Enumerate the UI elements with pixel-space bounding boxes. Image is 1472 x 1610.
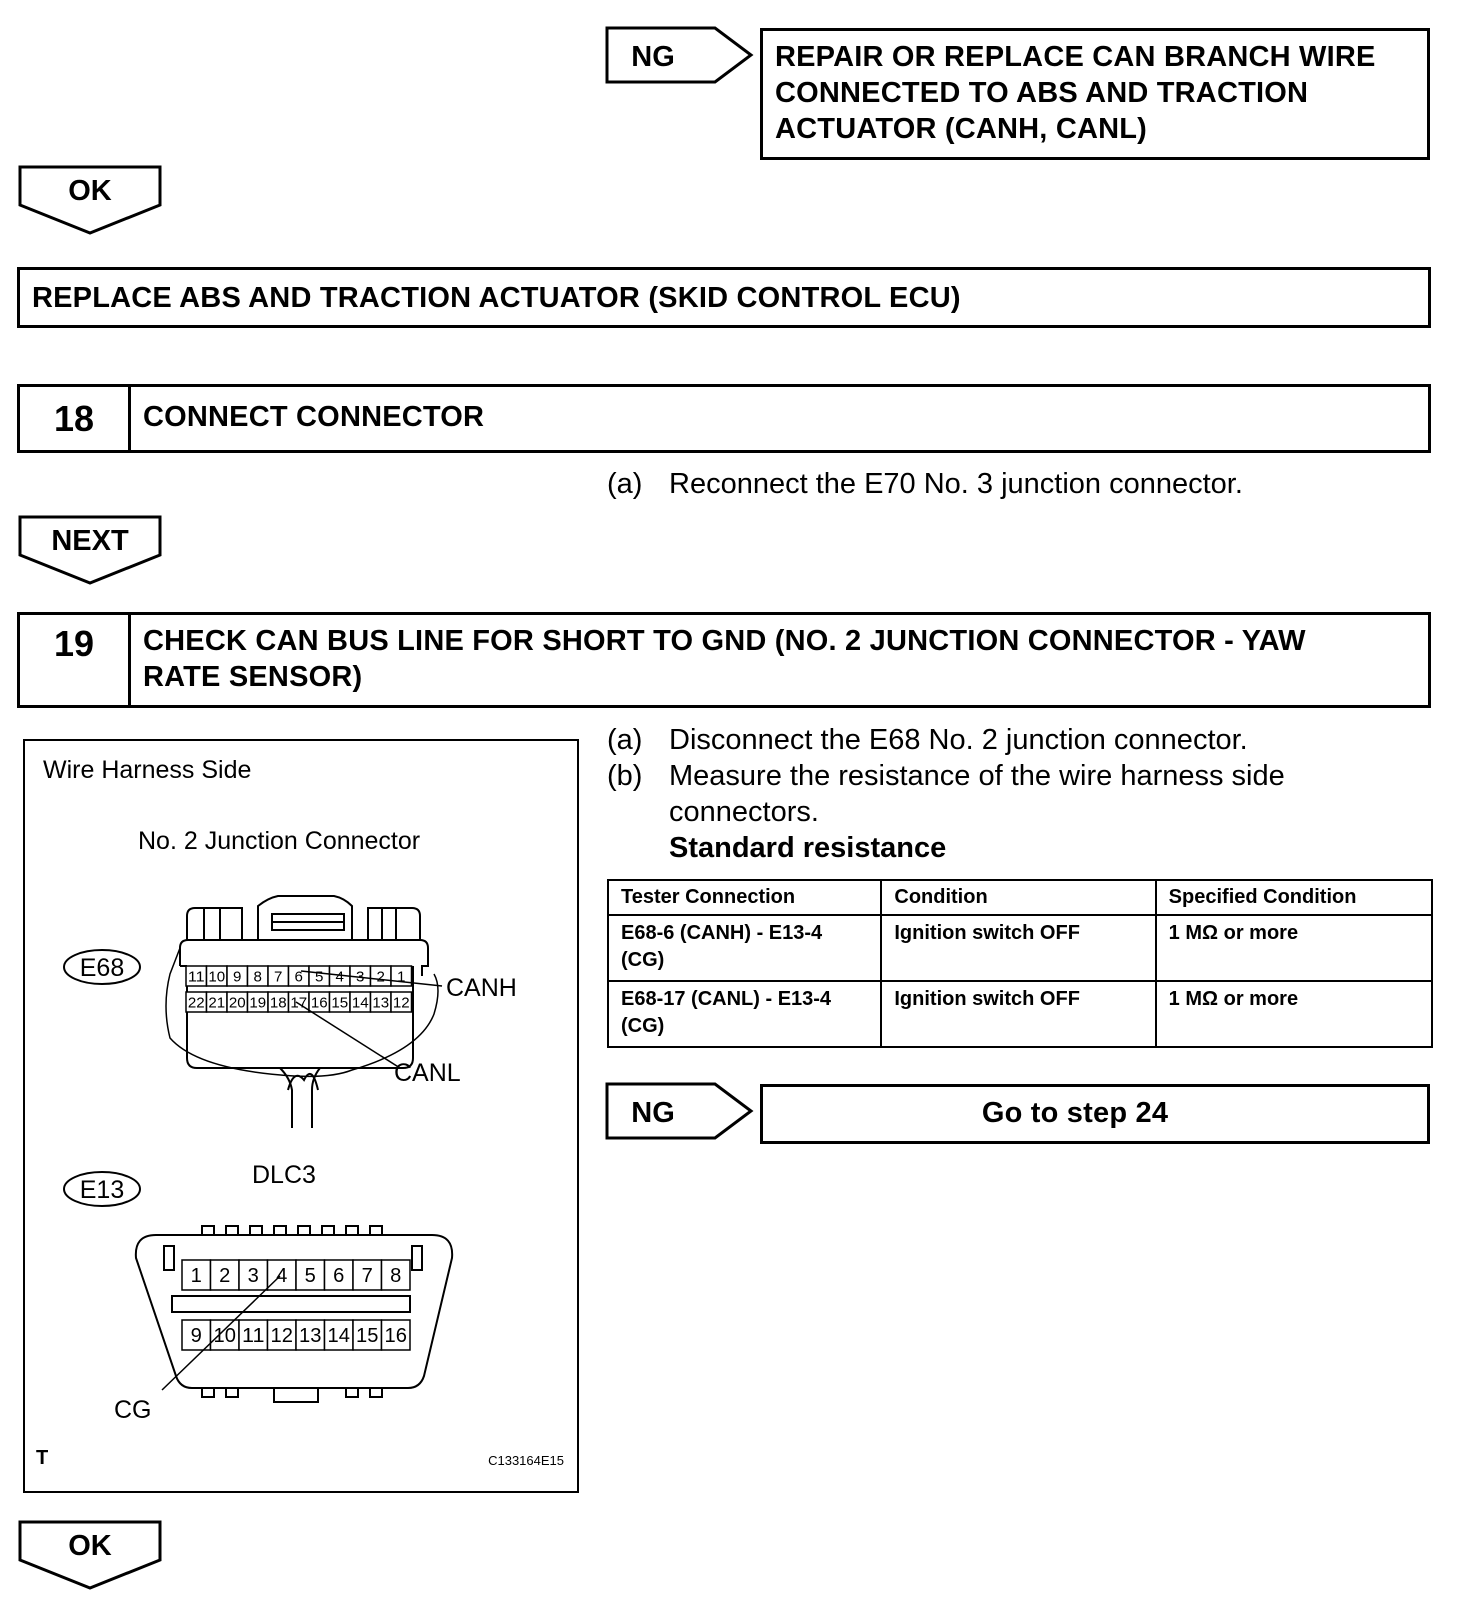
dlc3-top-pin-number: 5 (304, 1265, 316, 1288)
standard-resistance-heading: Standard resistance (669, 832, 947, 864)
e68-bottom-pin-number: 21 (208, 994, 226, 1012)
spec-table-header: Tester Connection (608, 880, 881, 915)
dlc3-bottom-pin-number: 11 (242, 1325, 265, 1348)
tester-connection-line: E68-6 (CANH) - E13-4 (621, 922, 823, 944)
dlc3-bottom-pin-number: 16 (384, 1325, 407, 1348)
dlc3-bottom-pin-number: 9 (190, 1325, 202, 1348)
dlc3-bottom-pin-number: 15 (356, 1325, 379, 1348)
ng-arrow-bottom-label: NG (631, 1097, 675, 1129)
step-18-instruction (607, 466, 1427, 506)
condition-cell: Ignition switch OFF (881, 981, 1155, 1047)
dlc3-bottom-pin-number: 14 (327, 1325, 350, 1348)
specified-condition-cell: 1 MΩ or more (1156, 915, 1432, 981)
dlc3-label: DLC3 (252, 1161, 316, 1189)
e68-top-pin-number: 1 (397, 968, 406, 986)
e68-bottom-pin-number: 22 (187, 994, 205, 1012)
diagram-title: Wire Harness Side (43, 756, 252, 784)
e68-bottom-pin-number: 12 (392, 994, 410, 1012)
e68-top-pin-number: 4 (335, 968, 344, 986)
ng-result-top-line: ACTUATOR (CANH, CANL) (775, 113, 1148, 145)
e68-bottom-pin-number: 14 (351, 994, 369, 1012)
ng-arrow-bottom (605, 1082, 755, 1142)
e68-bottom-pin-number: 13 (372, 994, 390, 1012)
dlc3-top-pin-number: 6 (333, 1265, 345, 1288)
e68-bottom-pin-number: 16 (310, 994, 328, 1012)
table-row (608, 915, 1432, 981)
table-row (608, 981, 1432, 1047)
condition-cell: Ignition switch OFF (881, 915, 1155, 981)
e13-tag: E13 (79, 1176, 125, 1204)
e68-bottom-pin-number: 17 (290, 994, 308, 1012)
ng-arrow-top (605, 26, 755, 86)
ng-result-top-box (760, 28, 1430, 160)
tester-connection-line: E68-17 (CANL) - E13-4 (621, 988, 832, 1010)
dlc3-top-pin-number: 2 (219, 1265, 231, 1288)
e68-top-pin-number: 9 (233, 968, 242, 986)
dlc3-bottom-pin-number: 10 (213, 1325, 236, 1348)
e68-top-pin-number: 3 (356, 968, 365, 986)
spec-table (607, 879, 1433, 1048)
e68-top-pin-number: 11 (187, 968, 205, 986)
e68-bottom-pin-number: 18 (269, 994, 287, 1012)
ok-arrow-bottom-label: OK (68, 1530, 112, 1562)
step-19-title-line: CHECK CAN BUS LINE FOR SHORT TO GND (NO. 2 JUNCTION CONNECTOR - YAW (143, 625, 1306, 657)
dlc3-bottom-pin-number: 13 (299, 1325, 322, 1348)
spec-table-header-row (608, 880, 1432, 915)
dlc3-top-pin-number: 7 (361, 1265, 373, 1288)
ok-arrow-top (18, 165, 164, 237)
ng-result-top-line: REPAIR OR REPLACE CAN BRANCH WIRE (775, 41, 1376, 73)
step-19-header (17, 612, 1431, 708)
tester-connection-line: (CG) (621, 949, 665, 971)
e68-top-pin-number: 5 (315, 968, 324, 986)
next-arrow-label: NEXT (51, 525, 129, 557)
dlc3-top-pin-number: 3 (247, 1265, 259, 1288)
e68-bottom-pin-number: 15 (331, 994, 349, 1012)
e68-top-pin-number: 7 (274, 968, 283, 986)
e68-top-pin-number: 2 (376, 968, 385, 986)
dlc3-top-pin-number: 1 (190, 1265, 202, 1288)
step-19-instruction-continuation: connectors. (669, 796, 819, 828)
cg-label: CG (114, 1396, 152, 1424)
canh-label: CANH (446, 974, 517, 1002)
specified-condition-cell: 1 MΩ or more (1156, 981, 1432, 1047)
canl-label: CANL (394, 1059, 461, 1087)
dlc3-top-pin-number: 8 (390, 1265, 402, 1288)
tester-connection-cell (608, 915, 881, 981)
wire-harness-diagram (22, 738, 582, 1496)
next-arrow (18, 515, 164, 587)
step-19-title (143, 623, 1413, 695)
e68-top-pin-number: 6 (294, 968, 303, 986)
replace-box: REPLACE ABS AND TRACTION ACTUATOR (SKID CONTROL ECU) (17, 267, 1431, 328)
instruction-label: (a) (607, 724, 643, 756)
ng-result-bottom-box: Go to step 24 (760, 1084, 1430, 1144)
instruction-label: (a) (607, 468, 643, 500)
e68-bottom-pin-number: 20 (228, 994, 246, 1012)
ng-result-top-line: CONNECTED TO ABS AND TRACTION (775, 77, 1309, 109)
step-18-title: CONNECT CONNECTOR (143, 401, 485, 433)
tester-connection-line: (CG) (621, 1015, 665, 1037)
ng-arrow-top-label: NG (631, 41, 675, 73)
spec-table-header: Specified Condition (1156, 880, 1432, 915)
instruction-text: Measure the resistance of the wire harness side (669, 760, 1285, 792)
step-19-title-line: RATE SENSOR) (143, 661, 363, 693)
ok-arrow-top-label: OK (68, 175, 112, 207)
e68-top-pin-number: 10 (208, 968, 226, 986)
ok-arrow-bottom (18, 1520, 164, 1592)
step-19-number: 19 (20, 615, 131, 705)
step-18-header (17, 384, 1431, 453)
corner-mark: T (36, 1447, 49, 1469)
instruction-label: (b) (607, 760, 643, 792)
tester-connection-cell (608, 981, 881, 1047)
dlc3-bottom-pin-number: 12 (270, 1325, 293, 1348)
step-19-instruction-a (607, 722, 1427, 758)
spec-table-header: Condition (881, 880, 1155, 915)
e68-tag: E68 (79, 954, 125, 982)
dlc3-top-pin-number: 4 (276, 1265, 288, 1288)
e68-top-pin-number: 8 (253, 968, 262, 986)
instruction-text: Disconnect the E68 No. 2 junction connector. (669, 724, 1248, 756)
figure-code: C133164E15 (488, 1453, 564, 1468)
instruction-text: Reconnect the E70 No. 3 junction connector. (669, 468, 1243, 500)
step-18-number: 18 (20, 387, 131, 450)
connector-label: No. 2 Junction Connector (138, 827, 421, 855)
step-19-instruction-b (607, 758, 1427, 794)
e68-bottom-pin-number: 19 (249, 994, 267, 1012)
